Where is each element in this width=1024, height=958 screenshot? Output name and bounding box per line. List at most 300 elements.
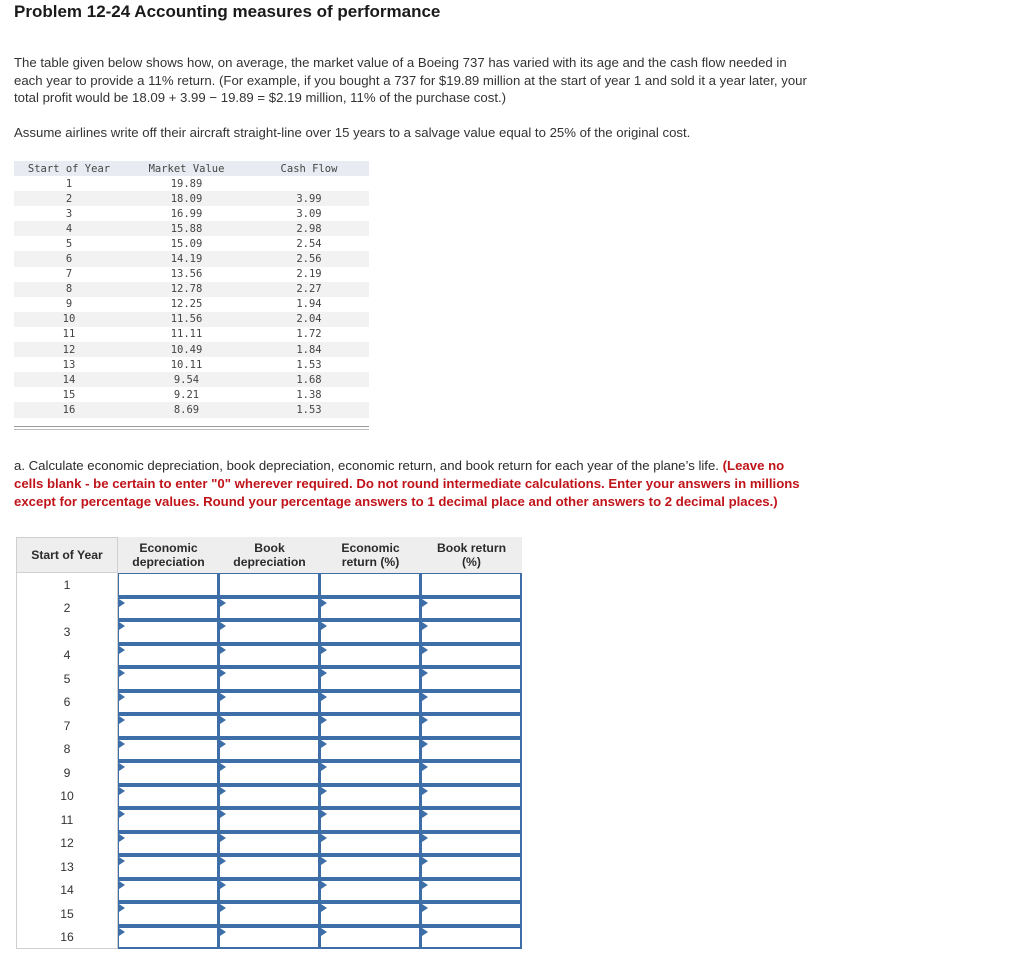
intro-line: The table given below shows how, on average, the market value of a Boeing 737 has varied with its age and the cash flow needed in [14, 55, 787, 70]
cell-market-value: 9.54 [173, 373, 200, 386]
book-return-input[interactable] [422, 763, 520, 783]
answer-cell[interactable] [118, 644, 219, 668]
table-row [16, 714, 522, 738]
year-label: 11 [16, 808, 118, 832]
cell-cash-flow: 1.53 [296, 403, 322, 416]
input-marker-icon [119, 810, 125, 818]
data-table-header [14, 161, 369, 176]
input-marker-icon [220, 599, 226, 607]
cell-market-value: 15.09 [170, 237, 203, 250]
answer-cell[interactable] [421, 855, 522, 879]
input-marker-icon [321, 740, 327, 748]
year-label: 6 [16, 691, 118, 715]
answer-cell[interactable] [421, 785, 522, 809]
answer-cell[interactable] [421, 573, 522, 597]
economic-return-input[interactable] [321, 881, 419, 901]
book-return-input[interactable] [422, 669, 520, 689]
header-economic-return: Economic return (%) [341, 541, 400, 569]
answer-cell[interactable] [219, 573, 320, 597]
header-economic-depreciation: Economic depreciation [132, 541, 205, 569]
book-return-input[interactable] [422, 857, 520, 877]
year-label: 3 [16, 620, 118, 644]
input-marker-icon [422, 928, 428, 936]
table-row [16, 573, 522, 597]
cell-market-value: 12.78 [170, 283, 203, 296]
intro-paragraph [14, 54, 974, 107]
input-marker-icon [220, 740, 226, 748]
answer-cell[interactable] [118, 620, 219, 644]
input-marker-icon [119, 763, 125, 771]
table-row [14, 267, 369, 282]
answer-cell[interactable] [219, 667, 320, 691]
cell-year: 3 [65, 207, 73, 220]
header-cash-flow: Cash Flow [280, 162, 338, 175]
cell-market-value: 18.09 [170, 192, 203, 205]
table-row [16, 761, 522, 785]
answer-cell[interactable] [118, 926, 219, 950]
input-marker-icon [321, 693, 327, 701]
economic-depreciation-input[interactable] [119, 834, 217, 854]
answer-cell[interactable] [219, 879, 320, 903]
input-marker-icon [422, 857, 428, 865]
answer-cell[interactable] [421, 691, 522, 715]
answer-cell[interactable] [219, 808, 320, 832]
cell-year: 15 [62, 388, 76, 401]
answer-cell[interactable] [320, 761, 421, 785]
book-depreciation-input[interactable] [220, 646, 318, 666]
answer-cell[interactable] [118, 785, 219, 809]
economic-depreciation-input[interactable] [119, 928, 217, 948]
header-book-return: Book return (%) [436, 541, 507, 569]
economic-depreciation-input[interactable] [119, 904, 217, 924]
intro-line: each year to provide a 11% return. (For example, if you bought a 737 for $19.89 million at the start of year 1 and sold it a year later, your [14, 72, 807, 88]
cell-cash-flow: 1.53 [296, 358, 322, 371]
answer-cell[interactable] [320, 855, 421, 879]
book-depreciation-input[interactable] [220, 693, 318, 713]
answer-cell[interactable] [320, 620, 421, 644]
input-marker-icon [321, 834, 327, 842]
input-marker-icon [119, 646, 125, 654]
input-marker-icon [321, 763, 327, 771]
book-depreciation-input[interactable] [220, 928, 318, 948]
book-depreciation-input[interactable] [220, 904, 318, 924]
input-marker-icon [220, 693, 226, 701]
table-row [16, 832, 522, 856]
cell-year: 7 [65, 268, 73, 281]
input-marker-icon [220, 928, 226, 936]
book-depreciation-input[interactable] [220, 857, 318, 877]
answer-cell[interactable] [320, 785, 421, 809]
table-divider [14, 426, 369, 427]
cell-market-value: 16.99 [170, 207, 203, 220]
table-row [16, 926, 522, 950]
economic-return-input[interactable] [321, 904, 419, 924]
answer-cell[interactable] [219, 714, 320, 738]
part-a-instruction-red: except for percentage values. Round your percentage answers to 1 decimal place and other answers to 2 decimal places.) [14, 494, 778, 509]
economic-depreciation-input[interactable] [119, 716, 217, 736]
answer-cell[interactable] [421, 620, 522, 644]
cell-cash-flow: 2.19 [296, 268, 322, 281]
year-label: 16 [16, 926, 118, 950]
assumption-text: Assume airlines write off their aircraft straight-line over 15 years to a salvage value equal to 25% of the original cost. [14, 125, 691, 140]
answer-cell[interactable] [118, 808, 219, 832]
answer-cell[interactable] [421, 808, 522, 832]
book-return-input[interactable] [422, 810, 520, 830]
cell-year: 2 [65, 192, 73, 205]
part-a-instructions [14, 457, 1004, 511]
cell-market-value: 9.21 [173, 388, 200, 401]
economic-return-input[interactable] [321, 740, 419, 760]
input-marker-icon [220, 763, 226, 771]
input-marker-icon [220, 622, 226, 630]
table-row [16, 855, 522, 879]
input-marker-icon [321, 787, 327, 795]
cell-market-value: 13.56 [170, 268, 203, 281]
answer-cell[interactable] [219, 926, 320, 950]
cell-cash-flow: 2.04 [296, 313, 322, 326]
table-row [14, 221, 369, 236]
economic-return-input[interactable] [321, 763, 419, 783]
economic-depreciation-input[interactable] [119, 881, 217, 901]
answer-cell[interactable] [219, 855, 320, 879]
answer-cell[interactable] [219, 620, 320, 644]
table-row [14, 206, 369, 221]
economic-return-input[interactable] [321, 599, 419, 619]
economic-depreciation-input[interactable] [119, 787, 217, 807]
cell-cash-flow: 2.98 [296, 222, 322, 235]
input-marker-icon [422, 881, 428, 889]
cell-year: 12 [62, 343, 76, 356]
book-return-input[interactable] [422, 881, 520, 901]
input-marker-icon [422, 646, 428, 654]
year-label: 5 [16, 667, 118, 691]
input-marker-icon [422, 622, 428, 630]
table-row [14, 402, 369, 417]
input-marker-icon [220, 857, 226, 865]
cell-market-value: 8.69 [173, 403, 200, 416]
problem-title: Problem 12-24 Accounting measures of performance [14, 2, 441, 21]
input-marker-icon [321, 669, 327, 677]
input-marker-icon [321, 881, 327, 889]
table-row [14, 297, 369, 312]
book-depreciation-input[interactable] [220, 622, 318, 642]
input-marker-icon [220, 810, 226, 818]
input-marker-icon [422, 787, 428, 795]
book-depreciation-input[interactable] [220, 740, 318, 760]
year-label: 8 [16, 738, 118, 762]
economic-return-input[interactable] [321, 693, 419, 713]
cell-cash-flow: 3.99 [296, 192, 322, 205]
header-market-value: Market Value [148, 162, 225, 175]
answer-table [16, 537, 522, 949]
answer-cell[interactable] [219, 597, 320, 621]
cell-year: 1 [65, 177, 73, 190]
table-row [16, 667, 522, 691]
book-return-input[interactable] [422, 622, 520, 642]
book-return-input[interactable] [422, 693, 520, 713]
book-return-input[interactable] [422, 787, 520, 807]
economic-return-input[interactable] [321, 646, 419, 666]
input-marker-icon [119, 716, 125, 724]
market-value-table [14, 161, 369, 418]
cell-year: 8 [65, 283, 73, 296]
book-depreciation-input[interactable] [220, 787, 318, 807]
input-marker-icon [220, 646, 226, 654]
input-marker-icon [119, 599, 125, 607]
table-row [16, 785, 522, 809]
economic-depreciation-input[interactable] [119, 763, 217, 783]
table-row [14, 176, 369, 191]
table-row [16, 597, 522, 621]
input-marker-icon [119, 740, 125, 748]
input-marker-icon [119, 834, 125, 842]
book-return-input[interactable] [422, 646, 520, 666]
input-marker-icon [119, 669, 125, 677]
year-label: 9 [16, 761, 118, 785]
answer-cell[interactable] [320, 573, 421, 597]
book-return-input[interactable] [422, 928, 520, 948]
answer-cell[interactable] [421, 879, 522, 903]
answer-cell[interactable] [219, 785, 320, 809]
input-marker-icon [220, 881, 226, 889]
book-return-input[interactable] [422, 716, 520, 736]
answer-cell[interactable] [219, 761, 320, 785]
answer-cell[interactable] [421, 644, 522, 668]
table-row [14, 372, 369, 387]
economic-return-input[interactable] [321, 669, 419, 689]
cell-market-value: 10.11 [170, 358, 203, 371]
cell-market-value: 10.49 [170, 343, 203, 356]
input-marker-icon [321, 716, 327, 724]
input-marker-icon [119, 904, 125, 912]
intro-line: total profit would be 18.09 + 3.99 − 19.89 = $2.19 million, 11% of the purchase cost.) [14, 90, 507, 105]
table-row [16, 691, 522, 715]
input-marker-icon [321, 904, 327, 912]
book-depreciation-input[interactable] [220, 716, 318, 736]
year-label: 4 [16, 644, 118, 668]
answer-cell[interactable] [219, 832, 320, 856]
answer-cell[interactable] [421, 738, 522, 762]
book-depreciation-input[interactable] [220, 834, 318, 854]
input-marker-icon [321, 622, 327, 630]
table-row [16, 738, 522, 762]
input-marker-icon [220, 787, 226, 795]
answer-cell[interactable] [320, 738, 421, 762]
cell-cash-flow: 1.38 [296, 388, 322, 401]
answer-cell[interactable] [320, 926, 421, 950]
book-return-input[interactable] [422, 740, 520, 760]
table-row [14, 282, 369, 297]
part-a-instruction-red: cells blank - be certain to enter "0" wherever required. Do not round intermediate calculations. Enter your answers in millions [14, 476, 800, 491]
cell-cash-flow: 1.84 [296, 343, 322, 356]
answer-cell[interactable] [219, 738, 320, 762]
input-marker-icon [119, 622, 125, 630]
input-marker-icon [119, 787, 125, 795]
input-marker-icon [220, 904, 226, 912]
input-marker-icon [422, 834, 428, 842]
table-row [14, 357, 369, 372]
cell-cash-flow: 1.72 [296, 328, 322, 341]
table-row [16, 879, 522, 903]
header-book-depreciation: Book depreciation [233, 541, 306, 569]
cell-year: 4 [65, 222, 73, 235]
answer-cell[interactable] [118, 832, 219, 856]
cell-cash-flow: 2.27 [296, 283, 322, 296]
year-label: 12 [16, 832, 118, 856]
year-label: 14 [16, 879, 118, 903]
economic-return-input[interactable] [321, 834, 419, 854]
answer-cell[interactable] [421, 926, 522, 950]
input-marker-icon [119, 881, 125, 889]
answer-cell[interactable] [320, 714, 421, 738]
economic-return-input[interactable] [321, 787, 419, 807]
answer-cell[interactable] [421, 832, 522, 856]
year-label: 13 [16, 855, 118, 879]
answer-cell[interactable] [421, 667, 522, 691]
cell-year: 9 [65, 298, 73, 311]
table-row [14, 236, 369, 251]
input-marker-icon [422, 599, 428, 607]
table-row [14, 191, 369, 206]
answer-cell[interactable] [118, 761, 219, 785]
cell-year: 6 [65, 253, 73, 266]
cell-cash-flow: 1.68 [296, 373, 322, 386]
cell-year: 14 [62, 373, 76, 386]
answer-cell[interactable] [421, 714, 522, 738]
input-marker-icon [422, 740, 428, 748]
answer-cell[interactable] [320, 644, 421, 668]
table-row [14, 251, 369, 266]
answer-cell[interactable] [118, 714, 219, 738]
cell-cash-flow: 2.56 [296, 253, 322, 266]
table-row [16, 644, 522, 668]
answer-cell[interactable] [320, 879, 421, 903]
input-marker-icon [321, 810, 327, 818]
economic-depreciation-input[interactable] [119, 810, 217, 830]
book-depreciation-input[interactable] [220, 881, 318, 901]
book-return-input[interactable] [422, 599, 520, 619]
cell-year: 16 [62, 403, 76, 416]
answer-cell[interactable] [118, 573, 219, 597]
input-marker-icon [422, 693, 428, 701]
input-marker-icon [220, 716, 226, 724]
answer-cell[interactable] [219, 691, 320, 715]
economic-return-input[interactable] [321, 928, 419, 948]
cell-market-value: 19.89 [170, 177, 203, 190]
cell-market-value: 12.25 [170, 298, 203, 311]
cell-cash-flow: 1.94 [296, 298, 322, 311]
book-depreciation-input[interactable] [220, 763, 318, 783]
book-return-input[interactable] [422, 834, 520, 854]
table-divider [14, 429, 369, 430]
economic-depreciation-input[interactable] [119, 693, 217, 713]
answer-cell[interactable] [118, 902, 219, 926]
book-depreciation-input[interactable] [220, 599, 318, 619]
answer-cell[interactable] [219, 902, 320, 926]
answer-cell[interactable] [118, 738, 219, 762]
answer-cell[interactable] [118, 855, 219, 879]
input-marker-icon [422, 669, 428, 677]
answer-cell[interactable] [118, 691, 219, 715]
cell-market-value: 14.19 [170, 253, 203, 266]
input-marker-icon [220, 834, 226, 842]
cell-year: 11 [62, 328, 76, 341]
part-a-instruction-red: (Leave no [722, 458, 785, 473]
economic-depreciation-input[interactable] [119, 740, 217, 760]
answer-cell[interactable] [320, 902, 421, 926]
answer-cell[interactable] [118, 879, 219, 903]
part-a-question: a. Calculate economic depreciation, book depreciation, economic return, and book return for each year of the plane’s life. [14, 458, 723, 473]
table-row [14, 387, 369, 402]
book-depreciation-input[interactable] [220, 810, 318, 830]
input-marker-icon [422, 716, 428, 724]
year-label: 7 [16, 714, 118, 738]
economic-depreciation-input[interactable] [119, 669, 217, 689]
cell-cash-flow: 2.54 [296, 237, 322, 250]
input-marker-icon [422, 763, 428, 771]
table-row [16, 808, 522, 832]
table-row [14, 342, 369, 357]
economic-depreciation-input[interactable] [119, 622, 217, 642]
answer-cell[interactable] [421, 597, 522, 621]
input-marker-icon [119, 928, 125, 936]
economic-depreciation-input[interactable] [119, 857, 217, 877]
cell-year: 10 [62, 313, 76, 326]
header-start-of-year: Start of Year [27, 162, 111, 175]
answer-cell[interactable] [421, 761, 522, 785]
book-return-input[interactable] [422, 904, 520, 924]
economic-return-input[interactable] [321, 810, 419, 830]
answer-cell[interactable] [320, 691, 421, 715]
economic-depreciation-input[interactable] [119, 646, 217, 666]
answer-table-body [16, 573, 522, 949]
economic-return-input[interactable] [321, 622, 419, 642]
input-marker-icon [321, 857, 327, 865]
cell-market-value: 11.56 [170, 313, 203, 326]
cell-market-value: 11.11 [170, 328, 203, 341]
economic-return-input[interactable] [321, 716, 419, 736]
answer-cell[interactable] [219, 644, 320, 668]
cell-year: 5 [65, 237, 73, 250]
answer-cell[interactable] [118, 597, 219, 621]
table-row [16, 902, 522, 926]
input-marker-icon [119, 857, 125, 865]
input-marker-icon [321, 599, 327, 607]
year-label: 1 [16, 573, 118, 597]
part-a-line [14, 457, 1004, 475]
answer-cell[interactable] [320, 667, 421, 691]
answer-cell[interactable] [421, 902, 522, 926]
input-marker-icon [321, 646, 327, 654]
cell-market-value: 15.88 [170, 222, 203, 235]
year-label: 10 [16, 785, 118, 809]
table-row [16, 620, 522, 644]
answer-cell[interactable] [320, 832, 421, 856]
table-row [14, 327, 369, 342]
input-marker-icon [119, 693, 125, 701]
book-depreciation-input[interactable] [220, 669, 318, 689]
answer-cell[interactable] [320, 808, 421, 832]
table-row [14, 312, 369, 327]
answer-cell[interactable] [118, 667, 219, 691]
year-label: 15 [16, 902, 118, 926]
economic-return-input[interactable] [321, 857, 419, 877]
economic-depreciation-input[interactable] [119, 599, 217, 619]
header-start-of-year: Start of Year [16, 537, 118, 573]
answer-cell[interactable] [320, 597, 421, 621]
input-marker-icon [321, 928, 327, 936]
answer-table-header [16, 537, 522, 573]
